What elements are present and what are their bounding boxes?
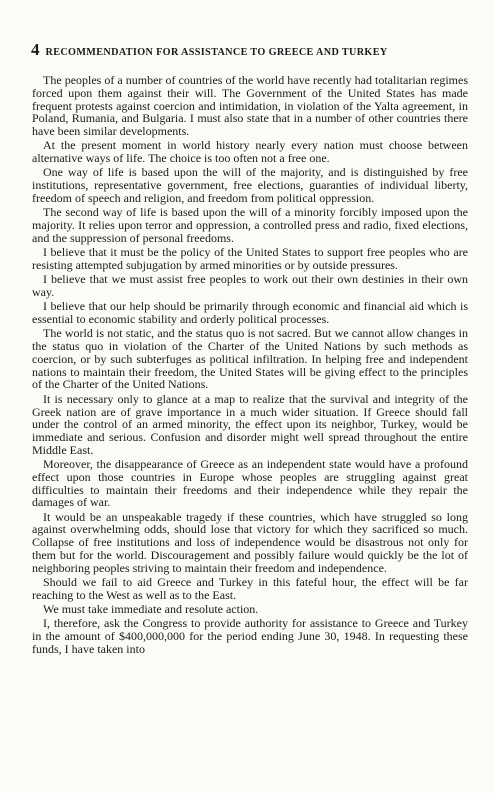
page-header	[31, 40, 471, 60]
paragraph-request-authority: I, therefore, ask the Congress to provide authority for assistance to Greece and Turkey in the amount of $400,000,000 for the period ending June 30, 1948. In requesting these funds, I have taken into	[32, 616, 468, 656]
paragraph-status-quo: The world is not static, and the status quo is not sacred. But we cannot allow changes in the status quo in violation of the Charter of the United Nations by such methods as coercion, or by such subterfuges as political infiltration. In helping free and independent nations to maintain their freedom, the United States will be giving effect to the principles of the Charter of the United Nations.	[32, 326, 468, 392]
paragraph-economic-aid: I believe that our help should be primarily through economic and financial aid which is essential to economic stability and orderly political processes.	[32, 299, 468, 327]
running-head: RECOMMENDATION FOR ASSISTANCE TO GREECE AND TURKEY	[45, 47, 388, 58]
paragraph-support-free-peoples: I believe that it must be the policy of the United States to support free peoples who are resisting attempted subjugation by armed minorities or by outside pressures.	[32, 245, 468, 272]
paragraph-immediate-action: We must take immediate and resolute action.	[43, 602, 259, 617]
paragraph-unspeakable-tragedy: It would be an unspeakable tragedy if these countries, which have struggled so long against overwhelming odds, should lose that victory for which they sacrificed so much. Collapse of free institutions and loss of independence would be disastrous not only for them but for the world. Discouragement and possibly failure would quickly be the lot of neighboring peoples striving to maintain their freedom and independence.	[32, 509, 468, 575]
paragraph-assist-free-peoples: I believe that we must assist free peoples to work out their own destinies in their own way.	[32, 272, 468, 299]
paragraph-disappearance-of-greece: Moreover, the disappearance of Greece as an independent state would have a profound effect upon those countries in Europe whose peoples are struggling against great difficulties to maintain their freedoms and their independence while they repair the damages of war.	[32, 457, 468, 510]
body-text	[32, 74, 468, 657]
paragraph-will-of-majority: One way of life is based upon the will of the majority, and is distinguished by free institutions, representative government, free elections, guaranties of individual liberty, freedom of speech and religion, and freedom from political oppression.	[32, 165, 468, 205]
paragraph-greek-nation: It is necessary only to glance at a map to realize that the survival and integrity of the Greek nation are of grave importance in a much wider situation. If Greece should fall under the control of an armed minority, the effect upon its neighbor, Turkey, would be immediate and serious. Confusion and disorder might well spread throughout the entire Middle East.	[32, 391, 468, 457]
page-number: 4	[31, 40, 40, 59]
paragraph-fail-to-aid: Should we fail to aid Greece and Turkey in this fateful hour, the effect will be far reaching to the West as well as to the East.	[32, 575, 468, 602]
paragraph-choose-ways-of-life: At the present moment in world history nearly every nation must choose between alternative ways of life. The choice is too often not a free one.	[32, 138, 468, 166]
paragraph-will-of-minority: The second way of life is based upon the will of a minority forcibly imposed upon the majority. It relies upon terror and oppression, a controlled press and radio, fixed elections, and the suppression of personal freedoms.	[32, 205, 468, 245]
paragraph-peoples-totalitarian: The peoples of a number of countries of the world have recently had totalitarian regimes forced upon them against their will. The Government of the United States has made frequent protests against coercion and intimidation, in violation of the Yalta agreement, in Poland, Rumania, and Bulgaria. I must also state that in a number of other countries there have been similar developments.	[32, 73, 468, 138]
